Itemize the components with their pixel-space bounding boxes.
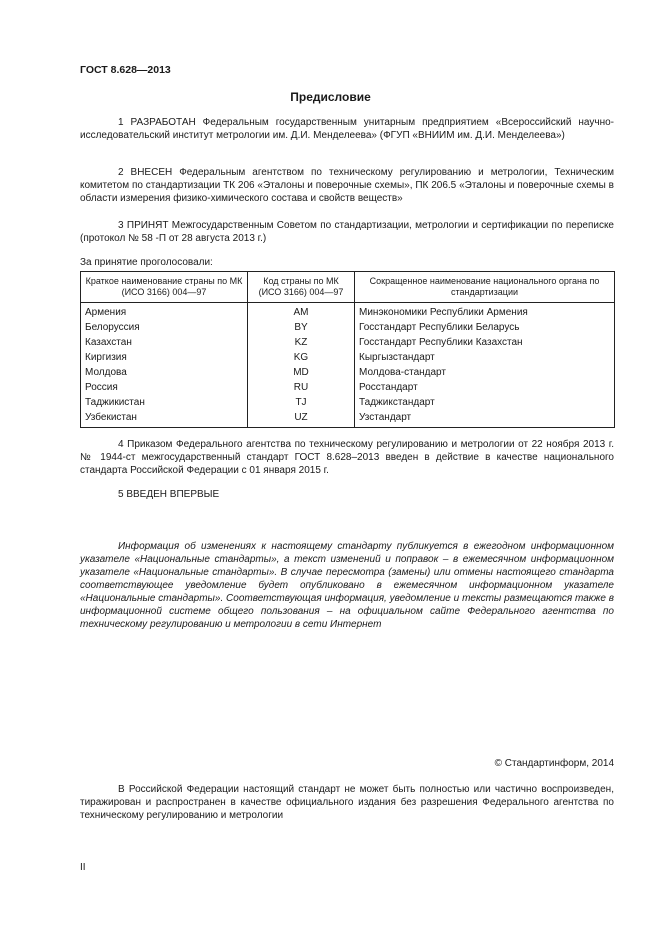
header-country-code: Код страны по МК (ИСО 3166) 004—97 bbox=[248, 272, 355, 303]
country-name: Россия bbox=[81, 380, 248, 395]
votes-label: За принятие проголосовали: bbox=[80, 257, 213, 268]
table-row bbox=[81, 365, 615, 380]
votes-table bbox=[80, 271, 615, 428]
changes-information-notice: Информация об изменениях к настоящему стандарту публикуется в ежегодном информационном указателе «Национальные стандарты», а текст изменений и поправок – в ежемесячном информационном указателе «Национальные стандарты». В случае пересмотра (замены) или отмены настоящего стандарта соответствующее уведомление будет опубликовано в ежемесячном информационном указателе «Национальные стандарты». Соответствующая информация, уведомление и тексты размещаются также в информационной системе общего пользования – на официальном сайте Федерального агентства по техническому регулированию и метрологии в сети Интернет bbox=[80, 541, 614, 630]
country-code: RU bbox=[248, 380, 355, 395]
country-code: TJ bbox=[248, 395, 355, 410]
standard-code: ГОСТ 8.628—2013 bbox=[80, 64, 171, 76]
paragraph-order: 4 Приказом Федерального агентства по техническому регулированию и метрологии от 22 ноября 2013 г. № 1944-ст межгосударственный стандарт ГОСТ 8.628–2013 введен в действие в качестве национального стандарта Российской Федерации с 01 января 2015 г. bbox=[80, 439, 614, 476]
country-code: UZ bbox=[248, 410, 355, 428]
country-name: Узбекистан bbox=[81, 410, 248, 428]
paragraph-adopted: 3 ПРИНЯТ Межгосударственным Советом по стандартизации, метрологии и сертификации по переписке (протокол № 58 -П от 28 августа 2013 г.) bbox=[80, 220, 614, 244]
country-code: KZ bbox=[248, 335, 355, 350]
country-code: AM bbox=[248, 303, 355, 321]
page-number: II bbox=[80, 862, 86, 873]
country-code: BY bbox=[248, 320, 355, 335]
copyright-notice: © Стандартинформ, 2014 bbox=[494, 758, 614, 769]
header-country-name: Краткое наименование страны по МК (ИСО 3166) 004—97 bbox=[81, 272, 248, 303]
table-row bbox=[81, 380, 615, 395]
table-row bbox=[81, 395, 615, 410]
national-body: Узстандарт bbox=[355, 410, 615, 428]
national-body: Таджикстандарт bbox=[355, 395, 615, 410]
page-title: Предисловие bbox=[290, 90, 371, 104]
table-row bbox=[81, 335, 615, 350]
paragraph-developed: 1 РАЗРАБОТАН Федеральным государственным унитарным предприятием «Всероссийский научно-исследовательский институт метрологии им. Д.И. Менделеева» (ФГУП «ВНИИМ им. Д.И. Менделеева») bbox=[80, 117, 614, 141]
country-code: KG bbox=[248, 350, 355, 365]
country-name: Казахстан bbox=[81, 335, 248, 350]
country-name: Таджикистан bbox=[81, 395, 248, 410]
table-row bbox=[81, 320, 615, 335]
table-row bbox=[81, 350, 615, 365]
paragraph-introduced: 2 ВНЕСЕН Федеральным агентством по техническому регулированию и метрологии, Техническим комитетом по стандартизации ТК 206 «Эталоны и поверочные схемы», ПК 206.5 «Эталоны и поверочные схемы в области измерения физико-химического состава и свойств веществ» bbox=[80, 167, 614, 204]
reproduction-rights-notice: В Российской Федерации настоящий стандарт не может быть полностью или частично воспроизведен, тиражирован и распространен в качестве официального издания без разрешения Федерального агентства по техническому регулированию и метрологии bbox=[80, 784, 614, 821]
header-national-body: Сокращенное наименование национального органа по стандартизации bbox=[355, 272, 615, 303]
paragraph-first-introduced: 5 ВВЕДЕН ВПЕРВЫЕ bbox=[118, 489, 220, 500]
country-code: MD bbox=[248, 365, 355, 380]
votes-table-header bbox=[81, 272, 615, 303]
national-body: Госстандарт Республики Беларусь bbox=[355, 320, 615, 335]
table-row bbox=[81, 410, 615, 428]
country-name: Белоруссия bbox=[81, 320, 248, 335]
national-body: Молдова-стандарт bbox=[355, 365, 615, 380]
national-body: Кыргызстандарт bbox=[355, 350, 615, 365]
national-body: Росстандарт bbox=[355, 380, 615, 395]
table-row bbox=[81, 303, 615, 321]
national-body: Госстандарт Республики Казахстан bbox=[355, 335, 615, 350]
national-body: Минэкономики Республики Армения bbox=[355, 303, 615, 321]
country-name: Армения bbox=[81, 303, 248, 321]
country-name: Молдова bbox=[81, 365, 248, 380]
country-name: Киргизия bbox=[81, 350, 248, 365]
